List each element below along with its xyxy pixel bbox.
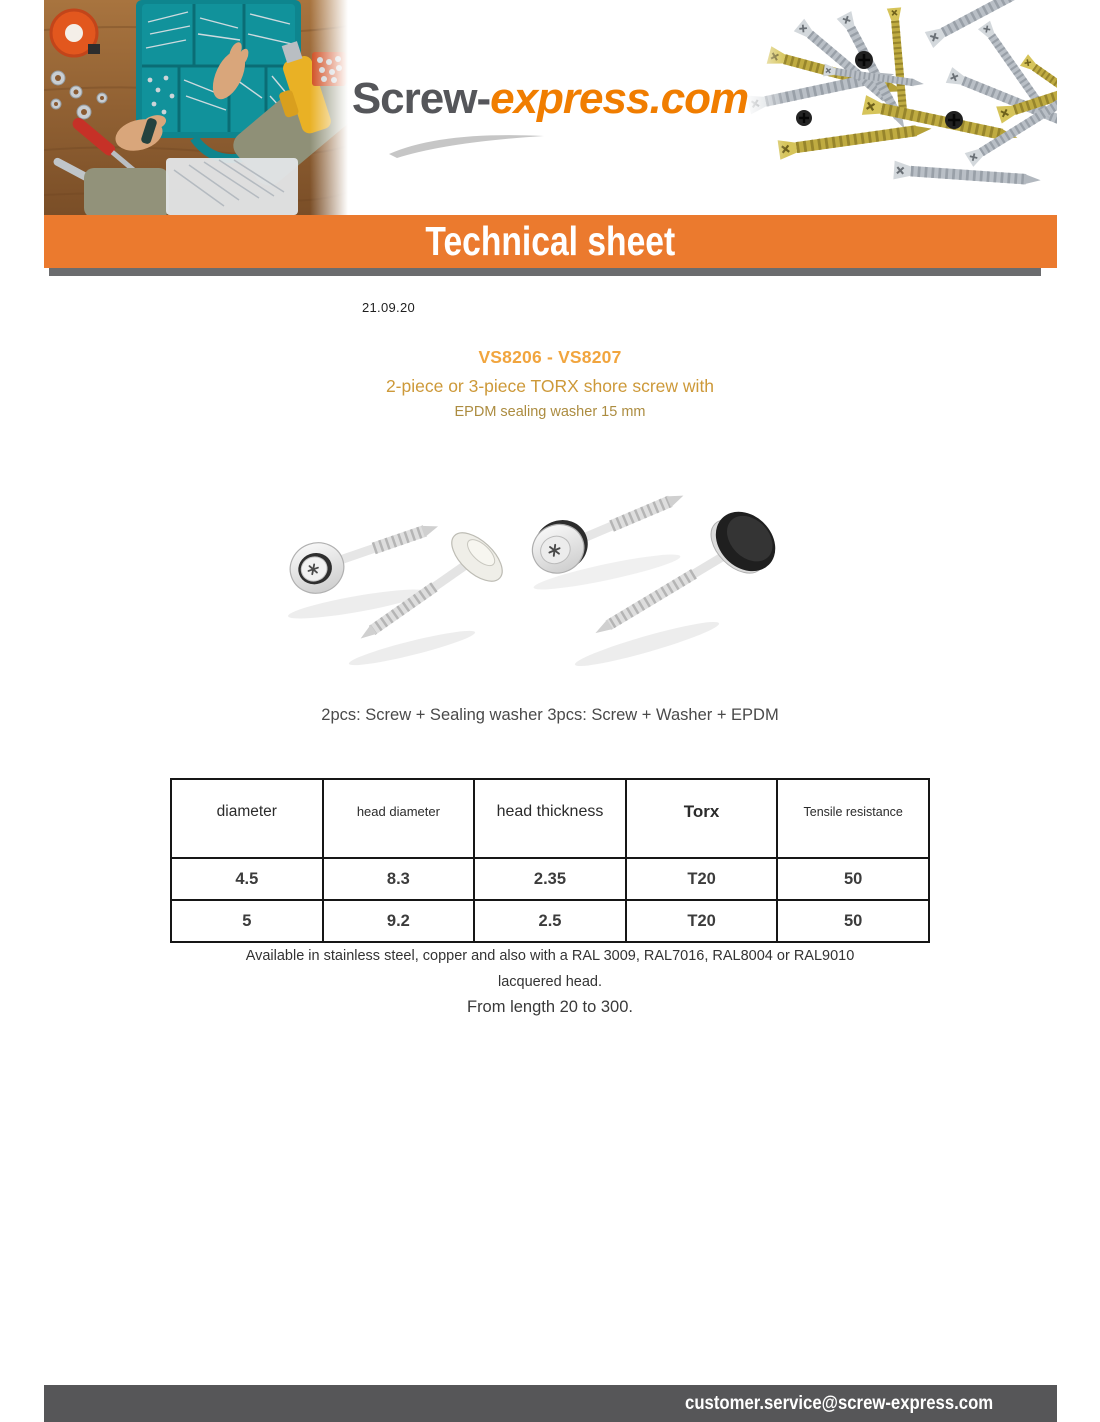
cell-head-diameter: 9.2 — [323, 900, 475, 942]
availability-note-line1: Available in stainless steel, copper and also with a RAL 3009, RAL7016, RAL8004 or RAL9010 — [245, 948, 855, 964]
col-header-head-thickness: head thickness — [474, 779, 626, 858]
logo-swoosh — [386, 127, 551, 159]
col-header-torx: Torx — [626, 779, 778, 858]
footer-bar — [44, 1385, 1057, 1422]
product-subtitle: 2-piece or 3-piece TORX shore screw with — [385, 376, 715, 396]
logo-text-dark: Screw- — [351, 74, 491, 123]
logo-text-orange: express.com — [490, 74, 749, 123]
cell-diameter: 4.5 — [171, 858, 323, 900]
table-row — [171, 900, 929, 942]
product-screws-image — [277, 452, 827, 667]
cell-torx: T20 — [626, 858, 778, 900]
cell-torx: T20 — [626, 900, 778, 942]
col-header-tensile-resistance: Tensile resistance — [777, 779, 929, 858]
brand-logo — [0, 74, 1100, 124]
availability-note-line2: lacquered head. — [498, 974, 602, 990]
banner-underline — [49, 268, 1041, 276]
cell-tensile-resistance: 50 — [777, 858, 929, 900]
col-header-diameter: diameter — [171, 779, 323, 858]
cell-diameter: 5 — [171, 900, 323, 942]
product-subtitle-2: EPDM sealing washer 15 mm — [454, 404, 646, 420]
cell-tensile-resistance: 50 — [777, 900, 929, 942]
page-title: Technical sheet — [425, 218, 676, 264]
product-code: VS8206 - VS8207 — [478, 347, 622, 367]
length-range-note: From length 20 to 300. — [466, 998, 633, 1016]
col-header-head-diameter: head diameter — [323, 779, 475, 858]
cell-head-thickness: 2.35 — [474, 858, 626, 900]
title-banner — [44, 215, 1057, 268]
table-row — [171, 858, 929, 900]
spec-table-header-row — [171, 779, 929, 858]
document-date: 21.09.20 — [362, 300, 416, 315]
spec-table — [170, 778, 930, 943]
customer-service-email: customer.service@screw-express.com — [684, 1392, 993, 1414]
image-caption: 2pcs: Screw + Sealing washer 3pcs: Screw + Washer + EPDM — [321, 706, 779, 724]
cell-head-diameter: 8.3 — [323, 858, 475, 900]
cell-head-thickness: 2.5 — [474, 900, 626, 942]
